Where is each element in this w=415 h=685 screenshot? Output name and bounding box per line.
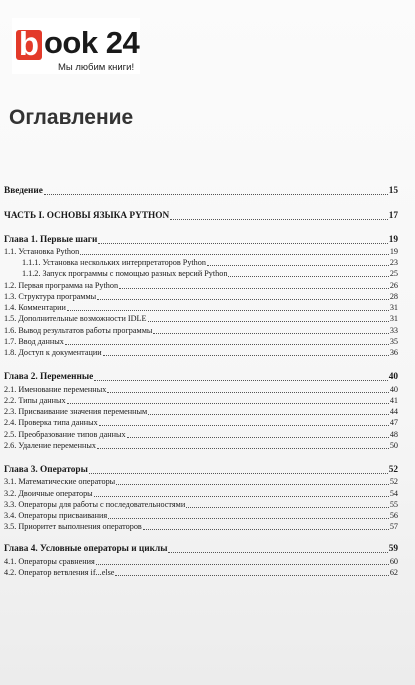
- logo-mark-icon: [16, 25, 42, 62]
- toc-section-row: [4, 418, 398, 428]
- toc-entry-title: 1.1.2. Запуск программы с помощью разных версий Python: [22, 269, 228, 278]
- toc-section-row: [4, 511, 398, 521]
- toc-page-number: 57: [389, 522, 398, 531]
- toc-entry-title: Глава 2. Переменные: [4, 372, 94, 382]
- toc-page-number: 50: [389, 441, 398, 450]
- toc-dot-leader: [207, 264, 389, 266]
- toc-entry-title: 4.2. Оператор ветвления if...else: [4, 568, 115, 577]
- toc-chapter-row: [4, 465, 398, 476]
- toc-page-number: 33: [389, 326, 398, 335]
- toc-dot-leader: [97, 447, 389, 449]
- toc-section-row: [4, 568, 398, 578]
- toc-page-number: 52: [389, 477, 398, 486]
- toc-dot-leader: [115, 574, 388, 576]
- toc-entry-title: 1.6. Вывод результатов работы программы: [4, 326, 153, 335]
- toc-section-row: [4, 348, 398, 358]
- toc-section-row: [4, 326, 398, 336]
- toc-page-number: 40: [388, 372, 398, 382]
- toc-page-number: 48: [389, 430, 398, 439]
- toc-dot-leader: [67, 309, 389, 311]
- toc-dot-leader: [108, 517, 389, 519]
- toc-section-row: [4, 430, 398, 440]
- toc-dot-leader: [148, 320, 389, 322]
- toc-dot-leader: [96, 563, 389, 565]
- toc-page-number: 40: [389, 385, 398, 394]
- toc-entry-title: 1.1.1. Установка нескольких интерпретаторов Python: [22, 258, 206, 267]
- toc-page-number: 28: [389, 292, 398, 301]
- toc-page-number: 55: [389, 500, 398, 509]
- toc-page-number: 31: [389, 303, 398, 312]
- page-title: Оглавление: [9, 106, 134, 129]
- toc-entry-title: Глава 1. Первые шаги: [4, 235, 98, 245]
- toc-entry-title: 1.3. Структура программы: [4, 292, 97, 301]
- toc-section-row: [4, 269, 398, 279]
- toc-section-row: [4, 337, 398, 347]
- toc-entry-title: 2.2. Типы данных: [4, 396, 66, 405]
- toc-entry-title: 2.6. Удаление переменных: [4, 441, 96, 450]
- toc-section-row: [4, 441, 398, 451]
- toc-page-number: 54: [389, 489, 398, 498]
- toc-dot-leader: [80, 253, 389, 255]
- toc-chapter-row: [4, 186, 398, 197]
- toc-page-number: 19: [388, 235, 398, 245]
- toc-dot-leader: [67, 402, 389, 404]
- toc-section-row: [4, 477, 398, 487]
- toc-entry-title: 1.2. Первая программа на Python: [4, 281, 119, 290]
- toc-dot-leader: [94, 495, 389, 497]
- toc-page-number: 25: [389, 269, 398, 278]
- logo-tagline: Мы любим книги!: [58, 62, 135, 73]
- toc-dot-leader: [99, 424, 389, 426]
- toc-dot-leader: [44, 193, 388, 195]
- toc-page-number: 52: [388, 465, 398, 475]
- toc-entry-title: 3.3. Операторы для работы с последовательностями: [4, 500, 186, 509]
- toc-dot-leader: [103, 354, 389, 356]
- toc-chapter-row: [4, 211, 398, 222]
- toc-dot-leader: [153, 332, 388, 334]
- toc-dot-leader: [89, 472, 388, 474]
- toc-page-number: 17: [388, 211, 398, 221]
- toc-section-row: [4, 522, 398, 532]
- toc-dot-leader: [170, 218, 388, 220]
- toc-dot-leader: [119, 287, 389, 289]
- toc-page-number: 31: [389, 314, 398, 323]
- toc-entry-title: 1.1. Установка Python: [4, 247, 80, 256]
- toc-dot-leader: [65, 343, 389, 345]
- toc-entry-title: 3.4. Операторы присваивания: [4, 511, 108, 520]
- toc-dot-leader: [127, 436, 389, 438]
- toc-page-number: 41: [389, 396, 398, 405]
- toc-section-row: [4, 314, 398, 324]
- toc-page-number: 35: [389, 337, 398, 346]
- toc-page-number: 44: [389, 407, 398, 416]
- toc-page-number: 36: [389, 348, 398, 357]
- toc-page-number: 26: [389, 281, 398, 290]
- toc-page-number: 19: [389, 247, 398, 256]
- toc-entry-title: Глава 3. Операторы: [4, 465, 88, 475]
- toc-dot-leader: [143, 528, 389, 530]
- toc-entry-title: 3.1. Математические операторы: [4, 477, 116, 486]
- toc-page-number: 60: [389, 557, 398, 566]
- toc-entry-title: 3.2. Двоичные операторы: [4, 489, 93, 498]
- toc-entry-title: 2.1. Именование переменных: [4, 385, 107, 394]
- toc-entry-title: 1.7. Ввод данных: [4, 337, 64, 346]
- toc-section-row: [4, 281, 398, 291]
- toc-section-row: [4, 303, 398, 313]
- toc-page-number: 59: [388, 544, 398, 554]
- toc-entry-title: Введение: [4, 186, 43, 196]
- toc-dot-leader: [116, 483, 389, 485]
- logo-mark-letter: b: [18, 25, 40, 62]
- toc-chapter-row: [4, 372, 398, 383]
- toc-section-row: [4, 247, 398, 257]
- toc-chapter-row: [4, 544, 398, 555]
- toc-entry-title: 1.8. Доступ к документации: [4, 348, 102, 357]
- toc-entry-title: 2.4. Проверка типа данных: [4, 418, 98, 427]
- toc-dot-leader: [98, 242, 387, 244]
- toc-page-number: 47: [389, 418, 398, 427]
- toc-dot-leader: [168, 551, 387, 553]
- toc-page-number: 23: [389, 258, 398, 267]
- toc-entry-title: 1.5. Дополнительные возможности IDLE: [4, 314, 147, 323]
- toc-page-number: 62: [389, 568, 398, 577]
- toc-dot-leader: [186, 506, 389, 508]
- toc-page-number: 15: [388, 186, 398, 196]
- toc-section-row: [4, 557, 398, 567]
- toc-entry-title: 2.3. Присваивание значения переменным: [4, 407, 148, 416]
- toc-chapter-row: [4, 235, 398, 246]
- toc-section-row: [4, 292, 398, 302]
- toc-dot-leader: [97, 298, 389, 300]
- toc-entry-title: ЧАСТЬ I. ОСНОВЫ ЯЗЫКА PYTHON: [4, 211, 170, 221]
- toc-section-row: [4, 258, 398, 268]
- toc-page-number: 56: [389, 511, 398, 520]
- toc-entry-title: 2.5. Преобразование типов данных: [4, 430, 126, 439]
- toc-section-row: [4, 500, 398, 510]
- toc-entry-title: 1.4. Комментарии: [4, 303, 66, 312]
- book24-logo[interactable]: [12, 18, 140, 74]
- toc-dot-leader: [94, 379, 387, 381]
- toc-section-row: [4, 396, 398, 406]
- toc-section-row: [4, 407, 398, 417]
- toc-entry-title: Глава 4. Условные операторы и циклы: [4, 544, 168, 554]
- toc-section-row: [4, 489, 398, 499]
- toc-section-row: [4, 385, 398, 395]
- logo-text: ook 24: [44, 25, 140, 60]
- toc-dot-leader: [148, 413, 389, 415]
- toc-dot-leader: [107, 391, 389, 393]
- toc-dot-leader: [228, 275, 388, 277]
- toc-entry-title: 4.1. Операторы сравнения: [4, 557, 95, 566]
- toc-entry-title: 3.5. Приоритет выполнения операторов: [4, 522, 142, 531]
